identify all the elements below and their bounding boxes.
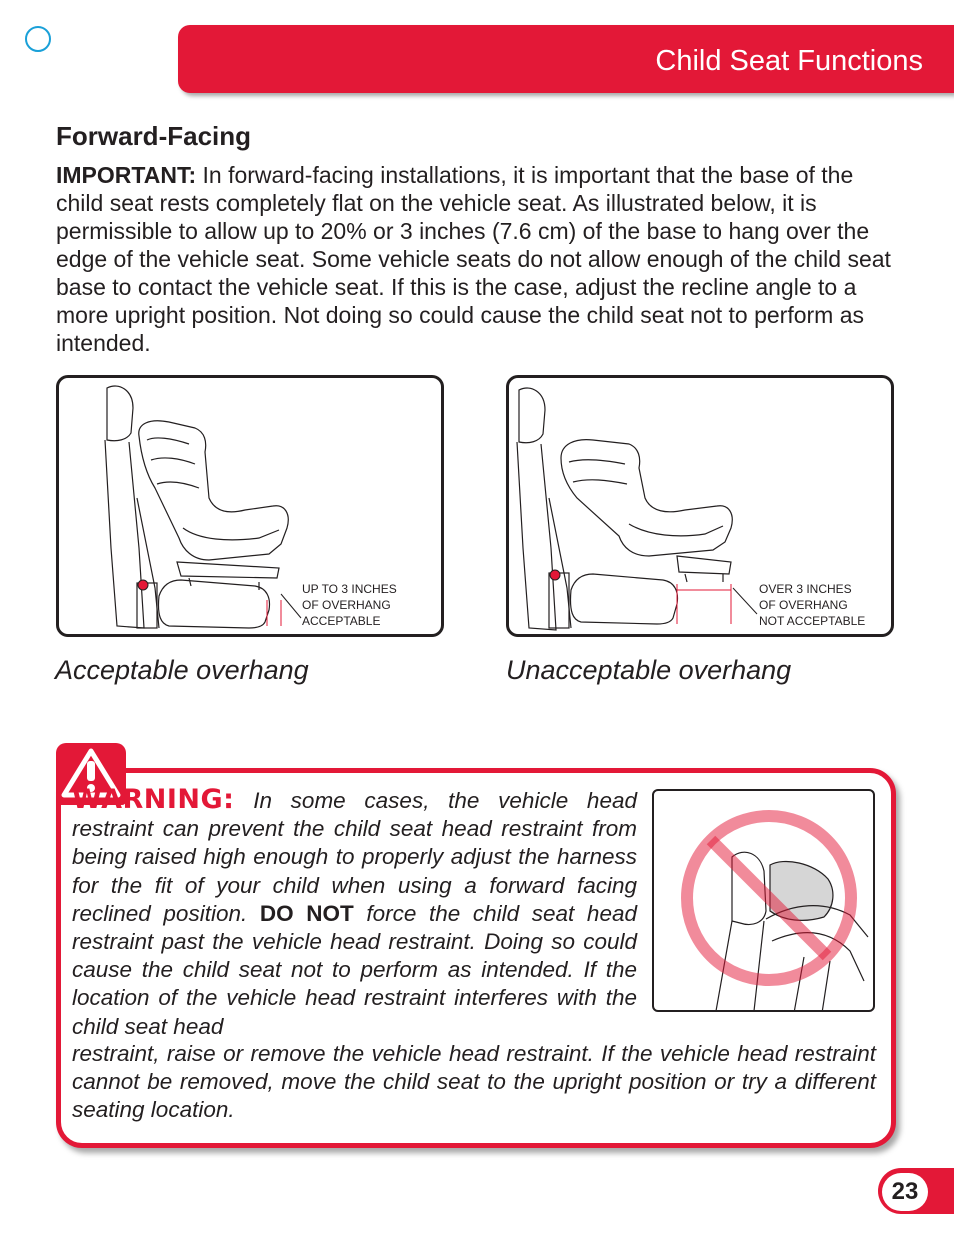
note-line: ACCEPTABLE <box>302 614 381 628</box>
unacceptable-overhang-figure <box>506 375 894 637</box>
warning-text-b: force the child seat head restraint past the vehicle head restraint. Doing so could cause the child seat not to perform as intended. If the location of the vehicle head restraint interferes with the child seat head <box>72 900 637 1039</box>
head-restraint-drawing <box>654 791 875 1012</box>
important-label: IMPORTANT: <box>56 162 197 188</box>
note-line: OF OVERHANG <box>759 598 848 612</box>
do-not-label: DO NOT <box>259 900 354 926</box>
note-line: OVER 3 INCHES <box>759 582 852 596</box>
warning-text-a: In some cases, the vehicle head restraint can prevent the child seat head restraint from being raised high enough to properly adjust the harness for the fit of your child when using a forward facing reclined position. <box>72 788 637 926</box>
unacceptable-overhang-note <box>759 581 865 629</box>
warning-text-continued: restraint, raise or remove the vehicle head restraint. If the vehicle head restraint cannot be removed, move the child seat to the upright position or try a different seating location. <box>72 1041 876 1123</box>
note-line: OF OVERHANG <box>302 598 391 612</box>
header-bar <box>178 25 954 93</box>
head-restraint-illustration <box>652 789 875 1012</box>
important-text: In forward-facing installations, it is important that the base of the child seat rests completely flat on the vehicle seat. As illustrated below, it is permissible to allow up to 20% or 3 inches (7.6 cm) of the base to hang over the edge of the vehicle seat. Some vehicle seats do not allow enough of the child seat base to contact the vehicle seat. If this is the case, adjust the recline angle to a more upright position. Not doing so could cause the child seat not to perform as intended. <box>56 162 891 356</box>
section-heading: Forward-Facing <box>56 121 252 151</box>
header-title: Child Seat Functions <box>655 45 923 77</box>
corner-registration-mark <box>25 26 51 52</box>
acceptable-overhang-note <box>302 581 397 629</box>
note-line: UP TO 3 INCHES <box>302 582 397 596</box>
note-line: NOT ACCEPTABLE <box>759 614 866 628</box>
warning-text <box>72 786 637 1041</box>
unacceptable-overhang-caption: Unacceptable overhang <box>506 655 792 685</box>
page-number: 23 <box>882 1173 928 1211</box>
acceptable-overhang-figure <box>56 375 444 637</box>
acceptable-overhang-caption: Acceptable overhang <box>55 655 309 685</box>
warning-label: WARNING: <box>72 784 235 815</box>
intro-paragraph <box>56 161 896 357</box>
